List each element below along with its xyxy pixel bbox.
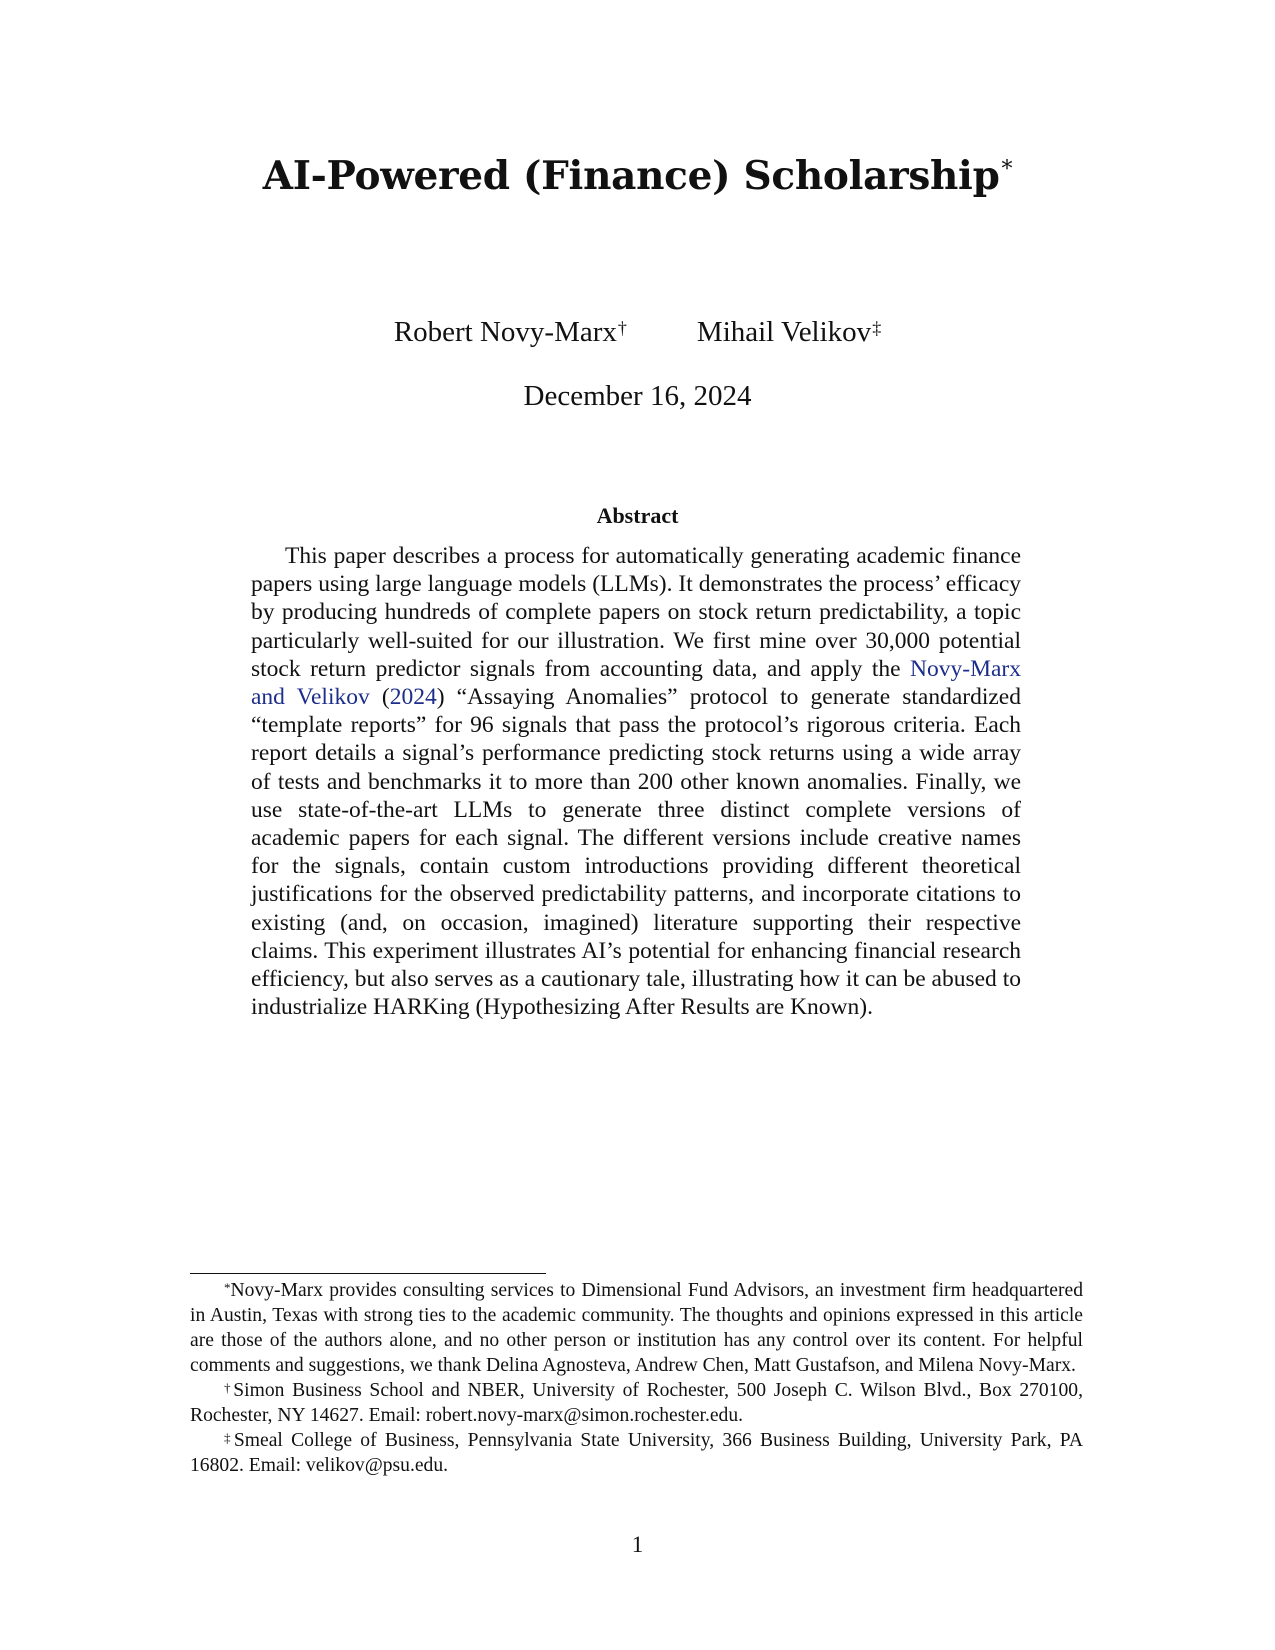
footnote-divider <box>190 1273 546 1274</box>
citation-link-authors[interactable]: Novy-Marx and Velikov <box>251 655 1021 711</box>
footnote-text: Simon Business School and NBER, University of Rochester, 500 Joseph C. Wilson Blvd., Box 270100, Rochester, NY 14627. Email: robert.novy-marx@simon.rochester.edu. <box>190 1380 1084 1426</box>
abstract-text-part-2: “Assaying Anomalies” protocol to generate standardized “template reports” for 96 signals that pass the protocol’s rigorous criteria. Each report details a signal’s performance predicting stock returns using a wide array of tests and benchmarks it to more than 200 other known anomalies. Finally, we use state-of-the-art LLMs to generate three distinct complete versions of academic papers for each signal. The different versions include creative names for the signals, contain custom introductions providing different theoretical justifications for the observed predictability patterns, and incorporate citations to existing (and, on occasion, imagined) literature supporting their respective claims. This experiment illustrates AI’s potential for enhancing financial research efficiency, but also serves as a cautionary tale, illustrating how it can be abused to industrialize HARKing (Hypothesizing After Results are Known). <box>251 684 1021 1021</box>
title-footnote-mark[interactable]: * <box>1001 157 1013 182</box>
author-list <box>0 314 1275 350</box>
abstract-heading: Abstract <box>596 503 679 528</box>
footnotes <box>190 1278 1083 1478</box>
footnote-mark: † <box>224 1380 234 1395</box>
footnote-mark: * <box>224 1280 231 1295</box>
author-novy-marx <box>394 314 627 350</box>
footnote-author-2 <box>190 1428 1083 1478</box>
author-footnote-mark[interactable]: ‡ <box>872 318 882 338</box>
abstract-text-part-1: This paper describes a process for automatically generating academic finance papers using large language models (LLMs). It demonstrates the process’ efficacy by producing hundreds of complete papers on stock return predictability, a topic particularly well-suited for our illustration. We first mine over 30,000 potential stock return predictor signals from accounting data, and apply the <box>251 543 1021 682</box>
paper-date: December 16, 2024 <box>523 380 752 412</box>
footnote-author-1 <box>190 1378 1083 1428</box>
author-name: Mihail Velikov <box>696 316 872 348</box>
citation-link-year[interactable]: 2024 <box>389 684 437 711</box>
footnote-text: Novy-Marx provides consulting services to Dimensional Fund Advisors, an investment firm headquartered in Austin, Texas with strong ties to the academic community. The thoughts and opinions expressed in this article are those of the authors alone, and no other person or institution has any control over its content. For helpful comments and suggestions, we thank Delina Agnosteva, Andrew Chen, Matt Gustafson, and Milena Novy-Marx. <box>190 1280 1083 1376</box>
author-footnote-mark[interactable]: † <box>617 318 627 338</box>
page-number: 1 <box>631 1532 644 1557</box>
author-velikov <box>697 314 881 350</box>
paper-title-text: AI-Powered (Finance) Scholarship <box>262 153 1000 199</box>
abstract-body: This paper describes a process for automatically generating academic finance papers using large language models (LLMs). It demonstrates the process’ efficacy by producing hundreds of complete papers on stock return predictability, a topic particularly well-suited for our illustration. We first mine over 30,000 potential stock return predictor signals from accounting data, and apply the Novy-Marx and Velikov (2024) “Assaying Anomalies” protocol to generate standardized “template reports” for 96 signals that pass the protocol’s rigorous criteria. Each report details a signal’s performance predicting stock returns using a wide array of tests and benchmarks it to more than 200 other known anomalies. Finally, we use state-of-the-art LLMs to generate three distinct complete versions of academic papers for each signal. The different versions include creative names for the signals, contain custom introductions providing different theoretical justifications for the observed predictability patterns, and incorporate citations to existing (and, on occasion, imagined) literature supporting their respective claims. This experiment illustrates AI’s potential for enhancing financial research efficiency, but also serves as a cautionary tale, illustrating how it can be abused to industrialize HARKing (Hypothesizing After Results are Known). <box>251 543 1021 1021</box>
footnote-title <box>190 1278 1083 1378</box>
author-name: Robert Novy-Marx <box>393 316 617 348</box>
paper-title <box>0 152 1275 200</box>
footnote-mark: ‡ <box>224 1430 234 1445</box>
footnote-text: Smeal College of Business, Pennsylvania State University, 366 Business Building, University Park, PA 16802. Email: velikov@psu.edu. <box>190 1430 1083 1476</box>
